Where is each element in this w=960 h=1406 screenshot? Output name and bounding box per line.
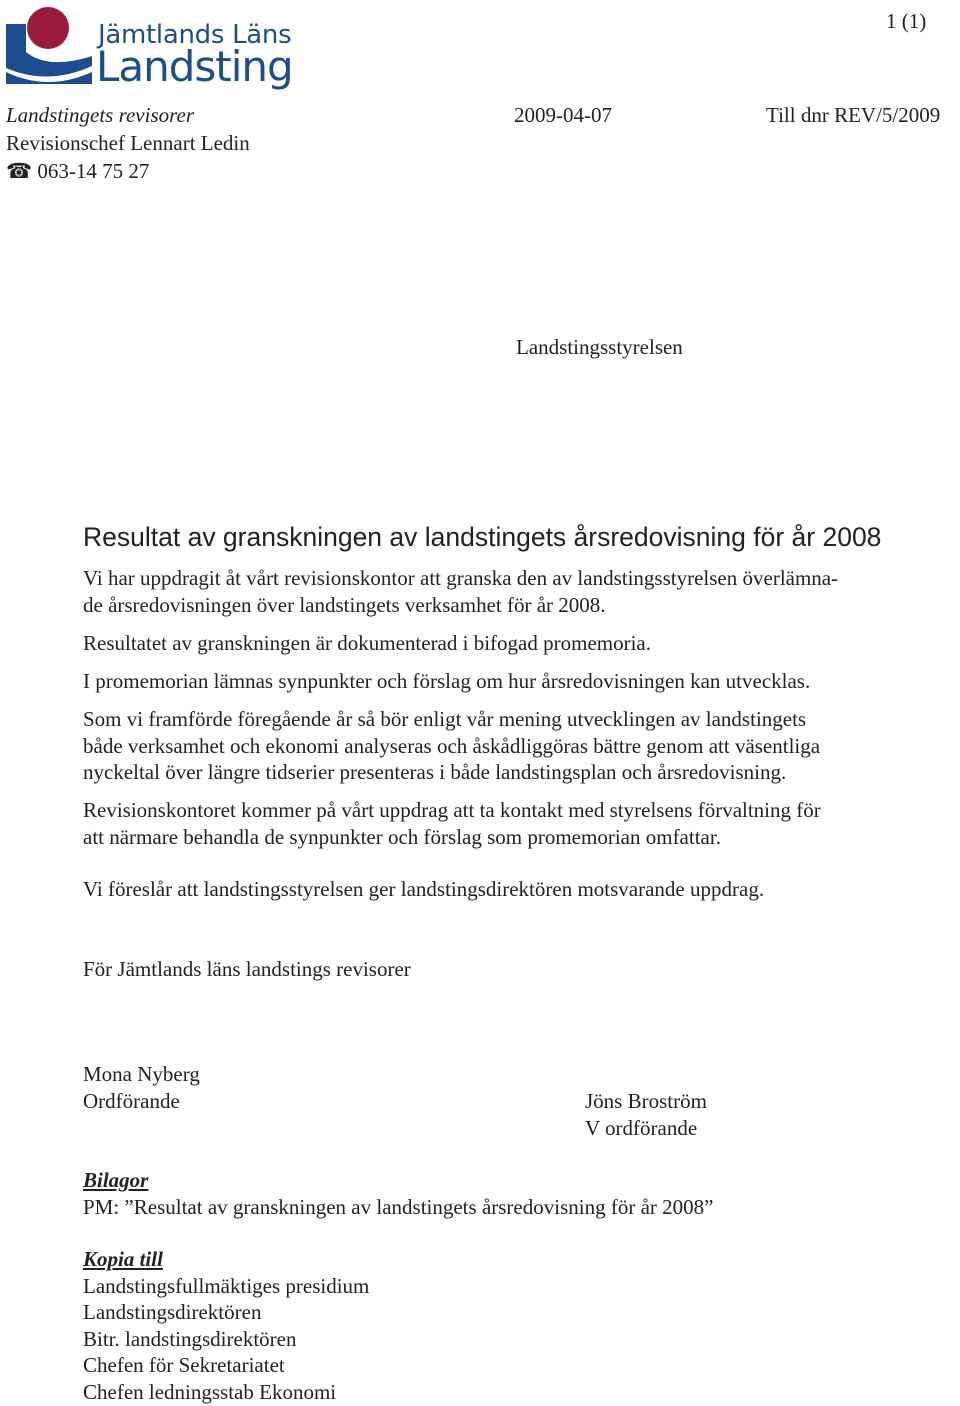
signature-right-role: V ordförande (585, 1115, 698, 1140)
signature-left (83, 1061, 200, 1114)
paragraph-5-line-2: att närmare behandla de synpunkter och förslag som promemorian omfattar. (83, 824, 721, 849)
copy-recipient: Bitr. landstingsdirektören (83, 1326, 297, 1351)
organization-logo (4, 4, 294, 96)
paragraph-4-line-1: Som vi framförde föregående år så bör enligt vår mening utvecklingen av landstingets (83, 707, 807, 731)
signature-left-name: Mona Nyberg (83, 1062, 200, 1086)
signoff: För Jämtlands läns landstings revisorer (83, 957, 411, 981)
paragraph-2: Resultatet av granskningen är dokumenterad i bifogad promemoria. (83, 631, 651, 655)
signature-left-role: Ordförande (83, 1088, 180, 1113)
document-title: Resultat av granskningen av landstingets årsredovisning för år 2008 (83, 522, 882, 552)
paragraph-4-line-3: nyckeltal över längre tidserier presenteras i både landstingsplan och årsredovisning. (83, 760, 787, 784)
document-reference: Till dnr REV/5/2009 (766, 103, 941, 127)
attachments-heading: Bilagor (83, 1168, 149, 1192)
logo-mark-icon (4, 4, 96, 90)
sender-phone: 063-14 75 27 (37, 159, 150, 183)
paragraph-1 (83, 565, 913, 618)
document-date: 2009-04-07 (514, 103, 612, 127)
attachment-item: PM: ”Resultat av granskningen av landstingets årsredovisning för år 2008” (83, 1194, 714, 1219)
copy-recipient: Landstingsfullmäktiges presidium (83, 1273, 370, 1298)
recipient: Landstingsstyrelsen (516, 335, 683, 359)
page-number: 1 (1) (886, 9, 927, 33)
signature-right-name: Jöns Broström (585, 1089, 707, 1113)
phone-icon: ☎ (6, 159, 33, 183)
paragraph-4 (83, 706, 913, 786)
paragraph-1-line-1: Vi har uppdragit åt vårt revisionskontor att granska den av landstingsstyrelsen överlämna- (83, 566, 839, 590)
logo-text-line2: Landsting (96, 42, 293, 91)
paragraph-5-line-1: Revisionskontoret kommer på vårt uppdrag att ta kontakt med styrelsens förvaltning för (83, 798, 821, 822)
sender-org: Landstingets revisorer (6, 103, 195, 127)
attachments-section (83, 1167, 713, 1220)
copy-recipient: Landstingsdirektören (83, 1300, 262, 1324)
paragraph-6: Vi föreslår att landstingsstyrelsen ger landstingsdirektören motsvarande uppdrag. (83, 877, 765, 901)
paragraph-1-line-2: de årsredovisningen över landstingets verksamhet för år 2008. (83, 592, 606, 617)
copy-recipient: Chefen för Sekretariatet (83, 1353, 285, 1377)
paragraph-4-line-2: både verksamhet och ekonomi analyseras och åskådliggöras bättre genom att väsentliga (83, 733, 821, 758)
paragraph-5 (83, 797, 913, 850)
copies-heading: Kopia till (83, 1247, 163, 1271)
copies-section (83, 1246, 369, 1405)
sender-name: Revisionschef Lennart Ledin (6, 131, 250, 155)
signature-right (585, 1088, 707, 1141)
sender-phone-row (6, 158, 149, 185)
copy-recipient: Chefen ledningsstab Ekonomi (83, 1379, 337, 1404)
paragraph-3: I promemorian lämnas synpunkter och förslag om hur årsredovisningen kan utvecklas. (83, 669, 811, 693)
logo-text-line1: Jämtlands Läns (98, 20, 292, 50)
